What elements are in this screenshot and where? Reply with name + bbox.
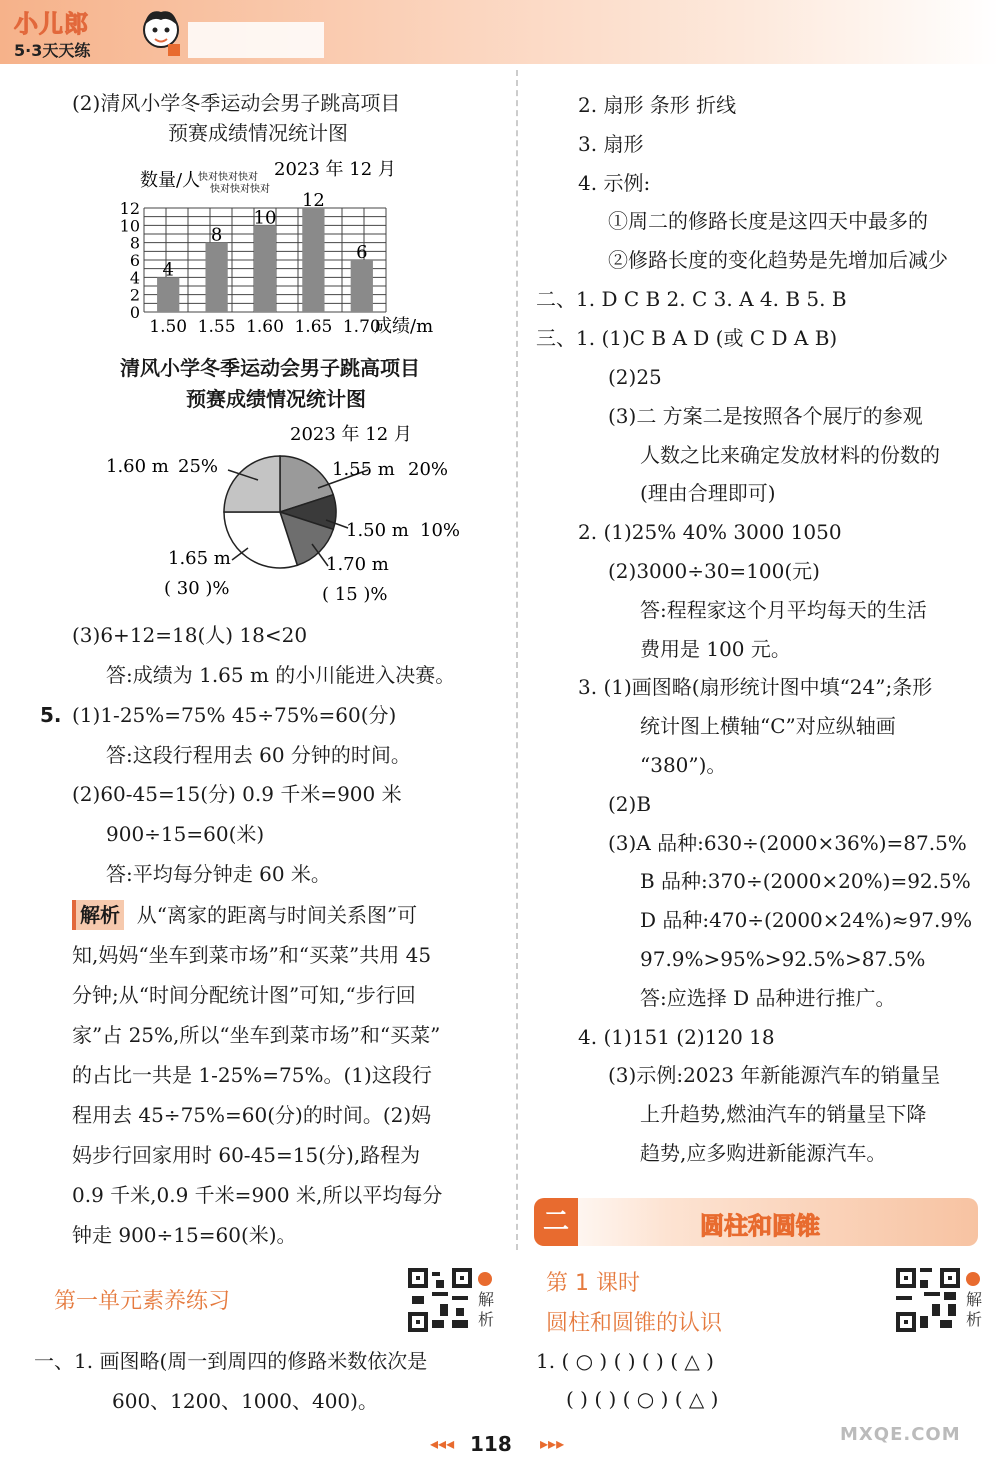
play-icon bbox=[966, 1272, 980, 1286]
jiexi-line-7: 0.9 千米,0.9 千米=900 米,所以平均每分 bbox=[72, 1183, 443, 1207]
q5-number: 5. bbox=[40, 703, 62, 727]
right-line-14: 费用是 100 元。 bbox=[640, 637, 791, 661]
y-tick-label: 2 bbox=[129, 285, 140, 305]
right-line-6: 三、1. (1)C B A D (或 C D A B) bbox=[536, 326, 838, 350]
right-line-1: 3. 扇形 bbox=[578, 132, 644, 156]
jiexi-line-4: 的占比一共是 1-25%=75%。(1)这段行 bbox=[72, 1063, 432, 1087]
bar-value-label: 12 bbox=[301, 190, 325, 211]
lesson-number: 第 1 课时 bbox=[546, 1271, 640, 1296]
bar-value-label: 8 bbox=[210, 224, 223, 246]
right-line-7: (2)25 bbox=[608, 365, 662, 389]
right-line-8: (3)二 方案二是按照各个展厅的参观 bbox=[608, 404, 923, 428]
cyl-q1-line2: ( ) ( ) ( ○ ) ( △ ) bbox=[566, 1387, 719, 1411]
q5-line5: 答:平均每分钟走 60 米。 bbox=[106, 862, 331, 886]
bar-chart-xlabel: 成绩/m bbox=[374, 316, 434, 337]
q5-line3: (2)60-45=15(分) 0.9 千米=900 米 bbox=[72, 782, 402, 806]
bar bbox=[254, 225, 276, 312]
right-line-22: 97.9%>95%>92.5%>87.5% bbox=[640, 947, 926, 971]
right-line-27: 趋势,应多购进新能源汽车。 bbox=[640, 1141, 887, 1165]
q2-title-line2: 预赛成绩情况统计图 bbox=[168, 121, 348, 145]
play-icon bbox=[478, 1272, 492, 1286]
right-line-17: “380”)。 bbox=[640, 753, 727, 777]
jiexi-line-8: 钟走 900÷15=60(米)。 bbox=[72, 1223, 297, 1247]
bar bbox=[157, 277, 179, 312]
unit-number: 二 bbox=[534, 1198, 578, 1246]
unit1-q1-line2: 600、1200、1000、400)。 bbox=[112, 1389, 378, 1413]
jiexi-line-5: 程用去 45÷75%=60(分)的时间。(2)妈 bbox=[72, 1103, 432, 1127]
q2-title-line1: (2)清风小学冬季运动会男子跳高项目 bbox=[72, 91, 401, 115]
pie-pct-1-60: 25% bbox=[178, 456, 219, 477]
section-title-unit1: 第一单元素养练习 bbox=[54, 1289, 231, 1314]
right-line-2: 4. 示例: bbox=[578, 171, 651, 195]
right-line-9: 人数之比来确定发放材料的份数的 bbox=[640, 443, 940, 467]
right-line-18: (2)B bbox=[608, 792, 652, 816]
bar-chart-yticks bbox=[120, 199, 140, 322]
right-line-20: B 品种:370÷(2000×20%)=92.5% bbox=[640, 869, 971, 893]
right-line-12: (2)3000÷30=100(元) bbox=[608, 559, 820, 583]
right-line-26: 上升趋势,燃油汽车的销量呈下降 bbox=[640, 1102, 927, 1126]
pie-label-1-55: 1.55 m bbox=[332, 459, 395, 480]
jiexi-line-3: 家”占 25%,所以“坐车到菜市场”和“买菜” bbox=[72, 1023, 441, 1047]
bar-chart-xticks bbox=[149, 317, 380, 337]
right-line-16: 统计图上横轴“C”对应纵轴画 bbox=[640, 714, 896, 738]
pie-pct-1-70: ( 15 )% bbox=[322, 584, 388, 605]
right-line-5: 二、1. D C B 2. C 3. A 4. B 5. B bbox=[536, 287, 847, 311]
right-line-11: 2. (1)25% 40% 3000 1050 bbox=[578, 520, 842, 544]
prev-page-arrows-icon: ◂◂◂ bbox=[430, 1434, 455, 1453]
pie-label-1-70: 1.70 m bbox=[326, 554, 389, 575]
y-tick-label: 0 bbox=[129, 303, 140, 322]
right-line-0: 2. 扇形 条形 折线 bbox=[578, 93, 737, 117]
bar-value-label: 4 bbox=[162, 259, 174, 281]
jiexi-text: 从“离家的距离与时间关系图”可 bbox=[136, 903, 418, 927]
y-tick-label: 12 bbox=[119, 199, 140, 218]
right-line-19: (3)A 品种:630÷(2000×36%)=87.5% bbox=[608, 831, 967, 855]
qr-code-icon[interactable] bbox=[896, 1268, 960, 1332]
pie-pct-1-50: 10% bbox=[420, 520, 461, 541]
brand-logo bbox=[10, 4, 200, 64]
jiexi-line-0 bbox=[72, 900, 417, 930]
x-tick-label: 1.70 bbox=[342, 317, 381, 337]
q5-line1: (1)1-25%=75% 45÷75%=60(分) bbox=[72, 703, 397, 727]
bar-chart-note: 快对快对快对 bbox=[198, 172, 258, 183]
q5-line2: 答:这段行程用去 60 分钟的时间。 bbox=[106, 743, 411, 767]
lesson-title: 圆柱和圆锥的认识 bbox=[546, 1311, 723, 1336]
bar-chart-ylabel: 数量/人 bbox=[140, 170, 201, 191]
q3-line1: (3)6+12=18(人) 18<20 bbox=[72, 623, 308, 647]
next-page-arrows-icon: ▸▸▸ bbox=[540, 1434, 565, 1453]
pie-pct-1-65: ( 30 )% bbox=[164, 578, 230, 599]
bar bbox=[351, 260, 373, 312]
brand-name: 小儿郎 bbox=[14, 10, 89, 38]
x-tick-label: 1.65 bbox=[294, 317, 333, 337]
x-tick-label: 1.60 bbox=[246, 317, 284, 337]
bar-value-label: 6 bbox=[356, 242, 368, 263]
right-line-23: 答:应选择 D 品种进行推广。 bbox=[640, 986, 896, 1010]
bar bbox=[302, 208, 324, 312]
pie-label-1-50: 1.50 m bbox=[346, 520, 409, 541]
q3-line2: 答:成绩为 1.65 m 的小川能进入决赛。 bbox=[106, 663, 456, 687]
x-tick-label: 1.50 bbox=[149, 317, 188, 337]
pie-chart-date: 2023 年 12 月 bbox=[290, 424, 412, 445]
unit1-q1-line1: 一、1. 画图略(周一到周四的修路米数依次是 bbox=[34, 1349, 428, 1373]
unit-title: 圆柱和圆锥 bbox=[700, 1212, 820, 1240]
right-line-3: ①周二的修路长度是这四天中最多的 bbox=[608, 209, 928, 233]
pie-pct-1-55: 20% bbox=[408, 459, 449, 480]
right-line-10: (理由合理即可) bbox=[640, 481, 776, 505]
jiexi-badge: 解析 bbox=[72, 900, 124, 930]
pie-label-1-65: 1.65 m bbox=[168, 548, 231, 569]
jiexi-line-6: 妈步行回家用时 60-45=15(分),路程为 bbox=[72, 1143, 421, 1167]
page-number: 118 bbox=[470, 1432, 512, 1456]
qr-code-icon[interactable] bbox=[408, 1268, 472, 1332]
right-line-13: 答:程程家这个月平均每天的生活 bbox=[640, 598, 927, 622]
pie-slice bbox=[224, 456, 280, 512]
watermark: MXQE.COM bbox=[840, 1424, 961, 1445]
bar-chart-date: 2023 年 12 月 bbox=[274, 159, 396, 180]
bar bbox=[205, 243, 227, 312]
cyl-q1-line1: 1. ( ○ ) ( ) ( ) ( △ ) bbox=[536, 1349, 714, 1373]
jiexi-line-1: 知,妈妈“坐车到菜市场”和“买菜”共用 45 bbox=[72, 943, 432, 967]
right-line-21: D 品种:470÷(2000×24%)≈97.9% bbox=[640, 908, 973, 932]
bar-chart-note: 快对快对快对 bbox=[210, 184, 270, 195]
pie-title-line1: 清风小学冬季运动会男子跳高项目 bbox=[120, 356, 420, 380]
right-line-4: ②修路长度的变化趋势是先增加后减少 bbox=[608, 248, 948, 272]
series-name: 5·3天天练 bbox=[14, 41, 91, 60]
bar-chart bbox=[112, 152, 582, 352]
qr-label: 解析 bbox=[966, 1290, 983, 1329]
right-line-24: 4. (1)151 (2)120 18 bbox=[578, 1025, 775, 1049]
y-tick-label: 10 bbox=[119, 216, 140, 236]
jiexi-line-2: 分钟;从“时间分配统计图”可知,“步行回 bbox=[72, 983, 416, 1007]
y-tick-label: 8 bbox=[129, 233, 140, 253]
header-blank-patch bbox=[188, 22, 324, 58]
right-line-25: (3)示例:2023 年新能源汽车的销量呈 bbox=[608, 1063, 941, 1087]
q5-line4: 900÷15=60(米) bbox=[106, 822, 265, 846]
right-line-15: 3. (1)画图略(扇形统计图中填“24”;条形 bbox=[578, 675, 933, 699]
y-tick-label: 4 bbox=[129, 268, 140, 288]
pie-label-1-60: 1.60 m bbox=[106, 456, 169, 477]
kid-mascot-icon bbox=[138, 6, 184, 60]
x-tick-label: 1.55 bbox=[197, 317, 236, 337]
pie-chart bbox=[100, 420, 500, 610]
pie-title-line2: 预赛成绩情况统计图 bbox=[186, 387, 366, 411]
y-tick-label: 6 bbox=[129, 251, 140, 270]
qr-label: 解析 bbox=[478, 1290, 495, 1329]
pie-chart-slices bbox=[224, 456, 336, 568]
bar-value-label: 10 bbox=[253, 207, 277, 229]
